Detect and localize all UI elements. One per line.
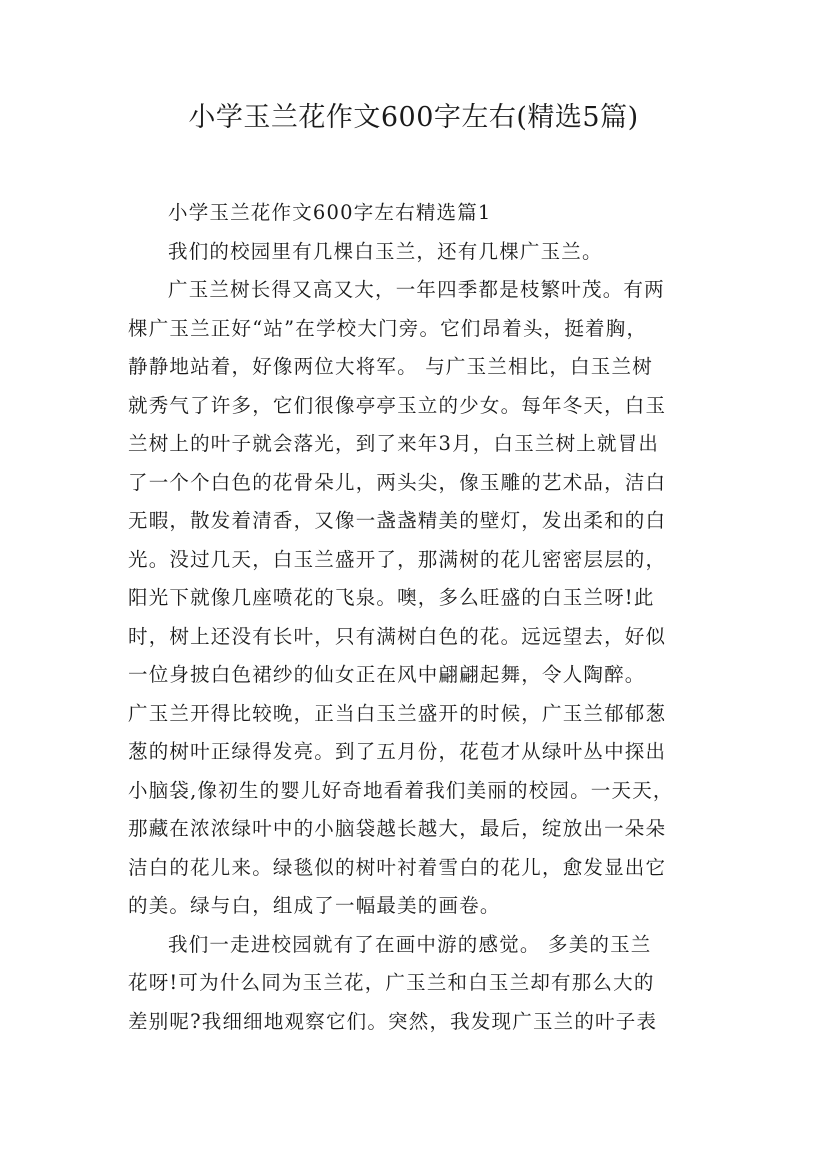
text-line: 广玉兰树长得又高又大，一年四季都是枝繁叶茂。有两: [168, 278, 665, 301]
text-line: 一位身披白色裙纱的仙女正在风中翩翩起舞，令人陶醉。: [128, 663, 646, 686]
text-line: 棵广玉兰正好“站”在学校大门旁。它们昂着头，挺着胸，: [128, 316, 648, 340]
text-line: 洁白的花儿来。绿毯似的树叶衬着雪白的花儿，愈发显出它: [128, 855, 667, 879]
text-line: 小脑袋,像初生的婴儿好奇地看着我们美丽的校园。一天天，: [128, 778, 674, 802]
text-line: 兰树上的叶子就会落光，到了来年3月，白玉兰树上就冒出: [128, 432, 660, 455]
document-title: 小学玉兰花作文600字左右(精选5篇): [188, 102, 639, 133]
text-line: 的美。绿与白，组成了一幅最美的画卷。: [128, 894, 501, 917]
text-line: 阳光下就像几座喷花的飞泉。噢，多么旺盛的白玉兰呀!此: [128, 586, 655, 609]
text-line: 我们的校园里有几棵白玉兰，还有几棵广玉兰。: [168, 239, 603, 263]
text-line: 花呀!可为什么同为玉兰花，广玉兰和白玉兰却有那么大的: [128, 971, 655, 994]
text-line: 广玉兰开得比较晚，正当白玉兰盛开的时候，广玉兰郁郁葱: [128, 701, 667, 725]
text-line: 就秀气了许多，它们很像亭亭玉立的少女。每年冬天，白玉: [128, 393, 667, 417]
section-heading: 小学玉兰花作文600字左右精选篇1: [168, 201, 492, 224]
text-line: 无暇，散发着清香，又像一盏盏精美的壁灯，发出柔和的白: [128, 509, 667, 532]
text-line: 时，树上还没有长叶，只有满树白色的花。远远望去，好似: [128, 624, 667, 648]
text-line: 那藏在浓浓绿叶中的小脑袋越长越大，最后，绽放出一朵朵: [128, 817, 667, 840]
article-body: [128, 194, 704, 1041]
text-line: 光。没过几天，白玉兰盛开了，那满树的花儿密密层层的，: [128, 547, 667, 571]
text-line: 了一个个白色的花骨朵儿，两头尖，像玉雕的艺术品，洁白: [128, 470, 667, 494]
text-line: 葱的树叶正绿得发亮。到了五月份，花苞才从绿叶丛中探出: [128, 740, 667, 763]
text-line: 差别呢?我细细地观察它们。突然，我发现广玉兰的叶子表: [128, 1009, 658, 1033]
text-line: 我们一走进校园就有了在画中游的感觉。 多美的玉兰: [168, 932, 652, 956]
text-line: 静静地站着，好像两位大将军。 与广玉兰相比，白玉兰树: [128, 355, 653, 378]
